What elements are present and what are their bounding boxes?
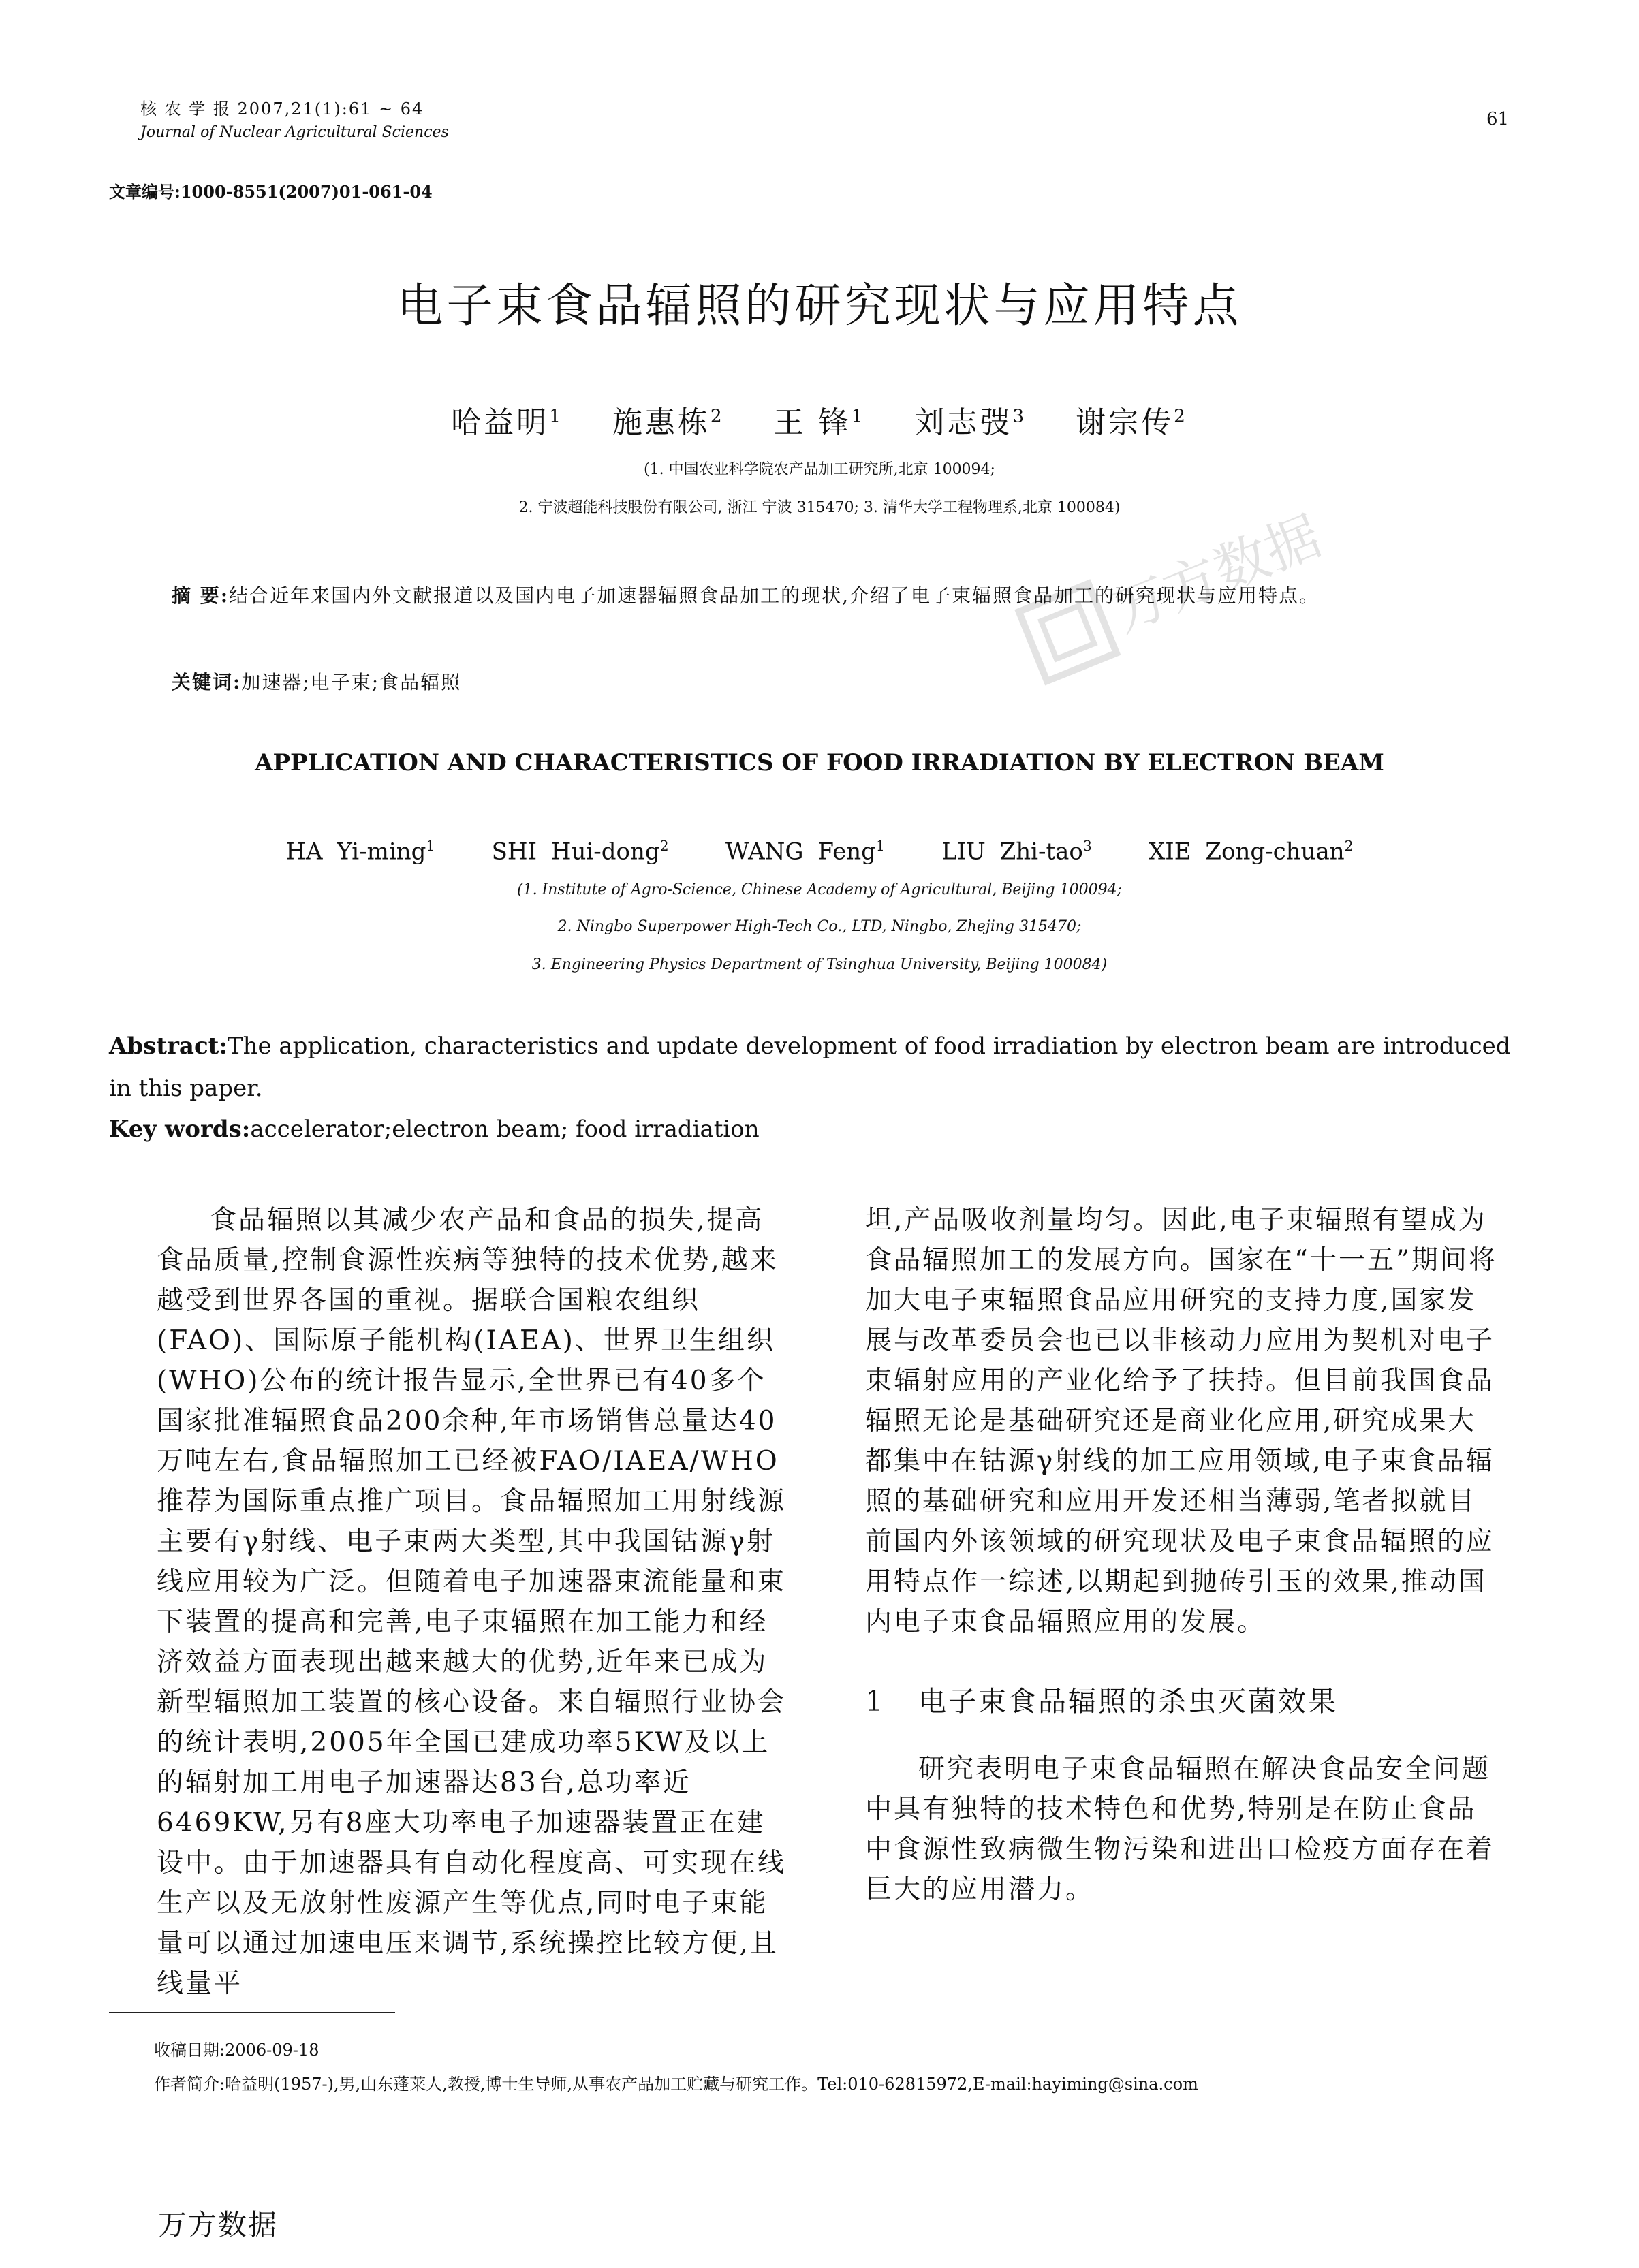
keywords-cn — [172, 667, 461, 695]
author-cn: 谢宗传 — [1076, 405, 1174, 440]
paper-title-en: APPLICATION AND CHARACTERISTICS OF FOOD IRRADIATION BY ELECTRON BEAM — [255, 749, 1384, 776]
affiliation-en: (1. Institute of Agro-Science, Chinese Academy of Agricultural, Beijing 100094; — [516, 881, 1122, 898]
received-date: 收稿日期:2006-09-18 — [154, 2041, 319, 2060]
section-title: 电子束食品辐照的杀虫灭菌效果 — [918, 1685, 1338, 1718]
abstract-text-cn: 结合近年来国内外文献报道以及国内电子加速器辐照食品加工的现状,介绍了电子束辐照食品加工的研究现状与应用特点。 — [229, 584, 1320, 607]
author-affil-sup: 2 — [1344, 838, 1354, 854]
affiliation-en: 2. Ningbo Superpower High-Tech Co., LTD, Ningbo, Zhejing 315470; — [557, 918, 1082, 935]
keywords-label-en: Key words: — [109, 1116, 251, 1143]
affiliation-cn: 2. 宁波超能科技股份有限公司, 浙江 宁波 315470; 3. 清华大学工程物理系,北京 100084) — [518, 499, 1121, 516]
journal-name-en: Journal of Nuclear Agricultural Sciences — [140, 124, 449, 141]
section-heading — [865, 1682, 1499, 1722]
author-list-cn — [0, 398, 1639, 441]
author-affil-sup: 3 — [1012, 405, 1027, 427]
author-affil-sup: 1 — [549, 405, 563, 427]
author-bio-note: 作者简介:哈益明(1957-),男,山东蓬莱人,教授,博士生导师,从事农产品加工贮藏与研究工作。Tel:010-62815972,E-mail:hayiming@sina.com — [154, 2075, 1198, 2094]
abstract-cn — [172, 578, 1507, 614]
author-list-en — [0, 838, 1639, 865]
author-cn: 哈益明 — [451, 405, 550, 440]
footnote-divider — [109, 2012, 395, 2013]
keywords-en — [109, 1116, 760, 1143]
paper-title-cn: 电子束食品辐照的研究现状与应用特点 — [396, 279, 1243, 333]
author-affil-sup: 1 — [426, 838, 435, 854]
body-paragraph: 坦,产品吸收剂量均匀。因此,电子束辐照有望成为食品辐照加工的发展方向。国家在“十一五”期间将加大电子束辐照食品应用研究的支持力度,国家发展与改革委员会也已以非核动力应用为契机对电子束辐射应用的产业化给予了扶持。但目前我国食品辐照无论是基础研究还是商业化应用,研究成果大都集中在钴源γ射线的加工应用领域,电子束食品辐照的基础研究和应用开发还相当薄弱,笔者拟就目前国内外该领域的研究现状及电子束食品辐照的应用特点作一综述,以期起到抛砖引玉的效果,推动国内电子束食品辐照应用的发展。 — [865, 1205, 1497, 1637]
author-en: LIU Zhi-tao — [941, 838, 1083, 866]
footer-brand: 万方数据 — [158, 2208, 279, 2241]
abstract-label-cn: 摘 要: — [172, 584, 230, 607]
body-paragraph: 研究表明电子束食品辐照在解决食品安全问题中具有独特的技术特色和优势,特别是在防止食品中食源性致病微生物污染和进出口检疫方面存在着巨大的应用潜力。 — [865, 1754, 1495, 1905]
abstract-label-en: Abstract: — [109, 1033, 228, 1060]
author-affil-sup: 2 — [659, 838, 669, 854]
affiliation-en: 3. Engineering Physics Department of Tsinghua University, Beijing 100084) — [531, 956, 1108, 973]
keywords-label-cn: 关键词: — [172, 671, 242, 693]
author-affil-sup: 1 — [851, 405, 866, 427]
page-number: 61 — [1486, 109, 1510, 129]
author-en: WANG Feng — [725, 838, 876, 866]
keywords-text-en: accelerator;electron beam; food irradiation — [250, 1116, 760, 1143]
abstract-en — [109, 1025, 1533, 1109]
journal-name-cn: 核 农 学 报 2007,21(1):61 ~ 64 — [140, 99, 424, 119]
article-number: 文章编号:1000-8551(2007)01-061-04 — [109, 182, 433, 202]
author-affil-sup: 2 — [1174, 405, 1188, 427]
body-column-right — [865, 1200, 1499, 1910]
abstract-text-en: The application, characteristics and update development of food irradiation by electron beam are introduced in this paper. — [109, 1033, 1511, 1102]
body-column-left — [157, 1200, 790, 2004]
section-number: 1 — [865, 1685, 886, 1718]
keywords-text-cn: 加速器;电子束;食品辐照 — [241, 671, 462, 693]
author-en: SHI Hui-dong — [491, 838, 660, 866]
author-affil-sup: 2 — [710, 405, 725, 427]
author-affil-sup: 1 — [875, 838, 885, 854]
author-affil-sup: 3 — [1082, 838, 1092, 854]
author-en: XIE Zong-chuan — [1149, 838, 1345, 866]
affiliation-cn: (1. 中国农业科学院农产品加工研究所,北京 100094; — [644, 461, 995, 478]
body-paragraph: 食品辐照以其减少农产品和食品的损失,提高食品质量,控制食源性疾病等独特的技术优势,越来越受到世界各国的重视。据联合国粮农组织(FAO)、国际原子能机构(IAEA)、世界卫生组织(WHO)公布的统计报告显示,全世界已有40多个国家批准辐照食品200余种,年市场销售总量达40万吨左右,食品辐照加工已经被FAO/IAEA/WHO推荐为国际重点推广项目。食品辐照加工用射线源主要有γ射线、电子束两大类型,其中我国钴源γ射线应用较为广泛。但随着电子加速器束流能量和束下装置的提高和完善,电子束辐照在加工能力和经济效益方面表现出越来越大的优势,近年来已成为新型辐照加工装置的核心设备。来自辐照行业协会的统计表明,2005年全国已建成功率5KW及以上的辐射加工用电子加速器达83台,总功率近6469KW,另有8座大功率电子加速器装置正在建设中。由于加速器具有自动化程度高、可实现在线生产以及无放射性废源产生等优点,同时电子束能量可以通过加速电压来调节,系统操控比较方便,且线量平 — [157, 1205, 787, 1999]
author-cn: 施惠栋 — [612, 405, 711, 440]
author-en: HA Yi-ming — [285, 838, 426, 866]
author-cn: 王 锋 — [773, 405, 852, 440]
author-cn: 刘志弢 — [914, 405, 1013, 440]
watermark-text: 万方数据 — [1104, 503, 1330, 644]
